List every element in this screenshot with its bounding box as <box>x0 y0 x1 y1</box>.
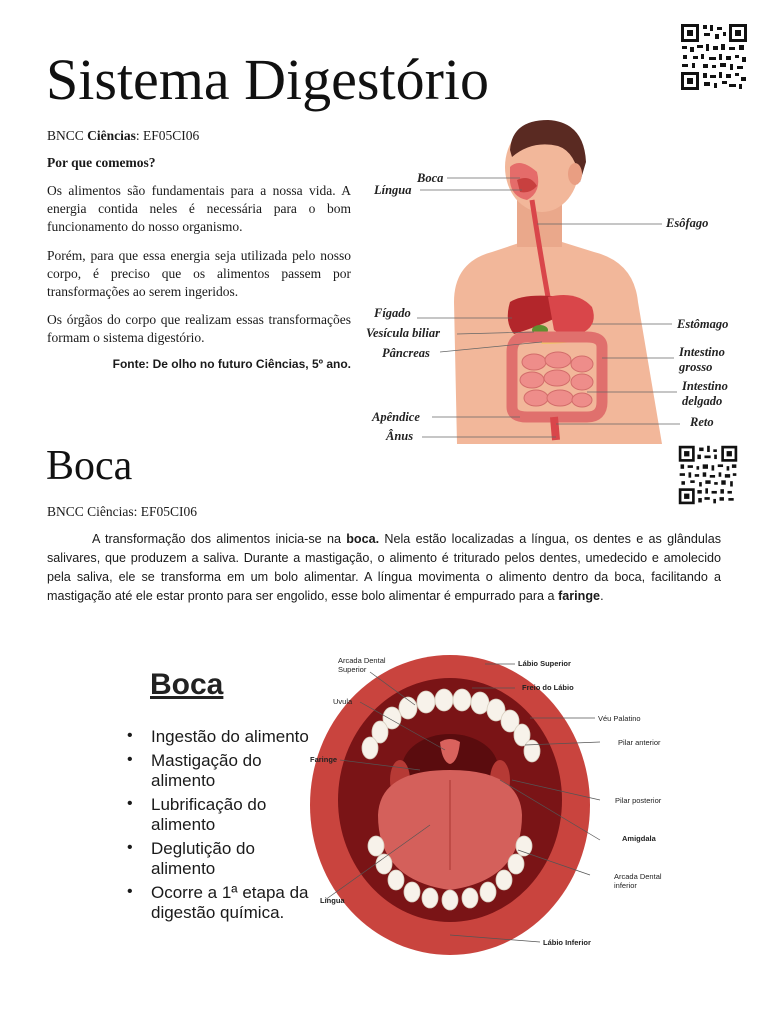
boca-text-bold-2: faringe <box>558 589 601 603</box>
source-citation: Fonte: De olho no futuro Ciências, 5º ano. <box>112 357 351 371</box>
boca-text-part-2: Nela estão localizadas a língua, os dentes e as glândulas salivares, que produzem a saliva. Durante a mastigação, o alimento é triturado pelos dentes, umedecido e amolecido pela saliva, ele se transforma em um bolo alimentar. A língua movimenta o alimento dentro da boca, facilitando a mastigação até ele estar pronto para ser engolido, esse bolo alimentar é empurrado para a <box>47 532 721 603</box>
label-vesicula-biliar: Vesícula biliar <box>366 326 440 340</box>
bncc-line <box>47 127 199 145</box>
mouth-label-arcada-superior-2: Superior <box>338 665 367 674</box>
label-figado: Fígado <box>374 306 411 320</box>
label-intestino-grosso-1: Intestino <box>679 345 725 359</box>
boca-text-part-3: . <box>600 589 604 603</box>
label-intestino-delgado-1: Intestino <box>682 379 728 393</box>
boca-text-part-1: A transformação dos alimentos inicia-se na <box>92 532 347 546</box>
label-intestino-grosso-2: grosso <box>679 360 713 374</box>
function-item: • Mastigação do alimento <box>125 751 315 791</box>
mouth-label-arcada-superior-1: Arcada Dental <box>338 656 386 665</box>
qr-code-2 <box>677 444 739 511</box>
label-estomago: Estômago <box>677 317 729 331</box>
function-item: • Lubrificação do alimento <box>125 795 315 835</box>
label-pancreas: Pâncreas <box>382 346 430 360</box>
mouth-label-lingua: Lingua <box>320 896 345 905</box>
label-anus: Ânus <box>386 429 414 443</box>
label-intestino-delgado-2: delgado <box>682 394 723 408</box>
intro-paragraph-2: Porém, para que essa energia seja utilizada pelo nosso corpo, é preciso que os alimentos passem por transformações ao serem ingeridos. <box>47 248 351 299</box>
mouth-functions-list <box>125 727 315 927</box>
mouth-label-labio-inferior: Lábio Inferior <box>543 938 591 947</box>
qr-code-1 <box>679 22 749 97</box>
mouth-label-veu-palatino: Véu Palatino <box>598 714 641 723</box>
mouth-label-arcada-inferior-2: inferior <box>614 881 637 890</box>
label-reto: Reto <box>690 415 714 429</box>
label-lingua: Língua <box>374 183 412 197</box>
function-item: • Deglutição do alimento <box>125 839 315 879</box>
label-esofago: Esôfago <box>666 216 709 230</box>
mouth-label-freio: Freio do Lábio <box>522 683 574 692</box>
mouth-label-faringe: Faringe <box>310 755 338 764</box>
section-title-boca: Boca <box>46 443 133 489</box>
bncc-subject: Ciências <box>87 128 136 143</box>
label-boca: Boca <box>417 171 444 185</box>
open-mouth-illustration <box>300 650 690 970</box>
function-item: • Ingestão do alimento <box>125 727 315 747</box>
mouth-label-uvula: Uvula <box>333 697 353 706</box>
boca-text-bold-1: boca. <box>346 532 380 546</box>
mouth-label-pilar-posterior: Pilar posterior <box>615 796 662 805</box>
figure-heading-boca: Boca <box>150 668 224 701</box>
intro-paragraph-1: Os alimentos são fundamentais para a nossa vida. A energia contida neles é necessária para o bom funcionamento do nosso organismo. <box>47 183 351 234</box>
page-title: Sistema Digestório <box>46 47 490 112</box>
intro-paragraph-3: Os órgãos do corpo que realizam essas transformações formam o sistema digestório. <box>47 312 351 345</box>
mouth-label-amigdala: Amigdala <box>622 834 656 843</box>
bncc-line-2: BNCC Ciências: EF05CI06 <box>47 504 198 519</box>
section-question: Por que comemos? <box>47 155 156 170</box>
mouth-label-labio-superior: Lábio Superior <box>518 659 571 668</box>
boca-paragraph <box>47 530 721 606</box>
bncc-code: : EF05CI06 <box>135 128 200 143</box>
label-apendice: Apêndice <box>372 410 420 424</box>
function-item: • Ocorre a 1ª etapa da digestão química. <box>125 883 315 923</box>
qr-code-icon <box>679 22 749 92</box>
mouth-label-pilar-anterior: Pilar anterior <box>618 738 661 747</box>
qr-code-icon <box>677 444 739 506</box>
bncc-prefix: BNCC <box>47 128 88 143</box>
mouth-label-arcada-inferior-1: Arcada Dental <box>614 872 662 881</box>
